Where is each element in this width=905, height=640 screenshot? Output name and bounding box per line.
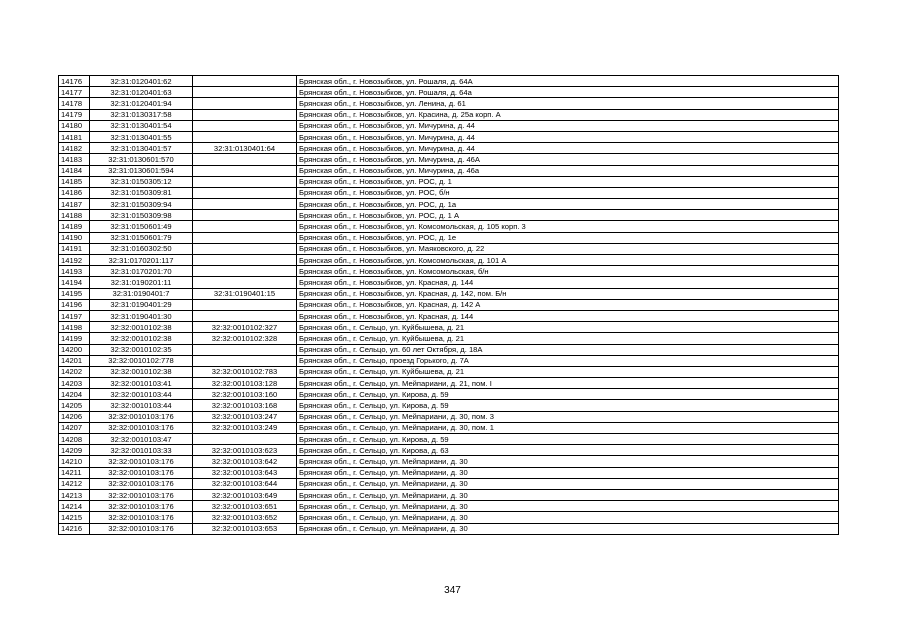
related-cadastral-number-cell xyxy=(193,87,297,98)
related-cadastral-number-cell: 32:32:0010103:653 xyxy=(193,523,297,534)
address-cell: Брянская обл., г. Сельцо, ул. Куйбышева, д. 21 xyxy=(297,322,839,333)
address-cell: Брянская обл., г. Сельцо, ул. Мейпариани, д. 30 xyxy=(297,489,839,500)
cadastral-number-cell: 32:31:0130601:594 xyxy=(90,165,193,176)
cadastral-number-cell: 32:32:0010102:35 xyxy=(90,344,193,355)
table-row xyxy=(59,131,839,142)
cadastral-number-cell: 32:32:0010103:33 xyxy=(90,445,193,456)
table-row xyxy=(59,400,839,411)
address-cell: Брянская обл., г. Новозыбков, ул. Красная, д. 144 xyxy=(297,310,839,321)
cadastral-number-cell: 32:31:0170201:70 xyxy=(90,266,193,277)
row-number-cell: 14211 xyxy=(59,467,90,478)
related-cadastral-number-cell: 32:32:0010103:128 xyxy=(193,378,297,389)
table-row xyxy=(59,98,839,109)
row-number-cell: 14216 xyxy=(59,523,90,534)
address-cell: Брянская обл., г. Сельцо, ул. Мейпариани, д. 30, пом. 3 xyxy=(297,411,839,422)
address-cell: Брянская обл., г. Новозыбков, ул. РОС, д. 1 А xyxy=(297,210,839,221)
address-cell: Брянская обл., г. Сельцо, ул. Мейпариани, д. 30 xyxy=(297,467,839,478)
related-cadastral-number-cell: 32:32:0010103:643 xyxy=(193,467,297,478)
cadastral-number-cell: 32:31:0150601:79 xyxy=(90,232,193,243)
address-cell: Брянская обл., г. Новозыбков, ул. Рошаля, д. 64А xyxy=(297,76,839,87)
address-cell: Брянская обл., г. Новозыбков, ул. Ленина, д. 61 xyxy=(297,98,839,109)
cadastral-number-cell: 32:31:0150305:12 xyxy=(90,176,193,187)
cadastral-number-cell: 32:31:0130401:54 xyxy=(90,120,193,131)
related-cadastral-number-cell: 32:31:0190401:15 xyxy=(193,288,297,299)
table-row xyxy=(59,288,839,299)
address-cell: Брянская обл., г. Новозыбков, ул. Комсомольская, б/н xyxy=(297,266,839,277)
related-cadastral-number-cell xyxy=(193,310,297,321)
cadastral-number-cell: 32:31:0150309:94 xyxy=(90,199,193,210)
address-cell: Брянская обл., г. Сельцо, ул. Кирова, д. 59 xyxy=(297,400,839,411)
table-row xyxy=(59,456,839,467)
row-number-cell: 14208 xyxy=(59,434,90,445)
cadastral-number-cell: 32:31:0190401:29 xyxy=(90,299,193,310)
row-number-cell: 14199 xyxy=(59,333,90,344)
row-number-cell: 14182 xyxy=(59,143,90,154)
table-row xyxy=(59,322,839,333)
table-row xyxy=(59,143,839,154)
table-row xyxy=(59,445,839,456)
related-cadastral-number-cell: 32:32:0010103:644 xyxy=(193,478,297,489)
cadastral-number-cell: 32:31:0120401:94 xyxy=(90,98,193,109)
row-number-cell: 14186 xyxy=(59,187,90,198)
related-cadastral-number-cell xyxy=(193,232,297,243)
table-row xyxy=(59,154,839,165)
table-row xyxy=(59,277,839,288)
related-cadastral-number-cell: 32:32:0010103:168 xyxy=(193,400,297,411)
related-cadastral-number-cell xyxy=(193,266,297,277)
row-number-cell: 14188 xyxy=(59,210,90,221)
table-row xyxy=(59,176,839,187)
related-cadastral-number-cell xyxy=(193,210,297,221)
registry-table-body xyxy=(59,76,839,535)
row-number-cell: 14192 xyxy=(59,255,90,266)
row-number-cell: 14209 xyxy=(59,445,90,456)
cadastral-number-cell: 32:31:0170201:117 xyxy=(90,255,193,266)
address-cell: Брянская обл., г. Новозыбков, ул. Комсомольская, д. 101 А xyxy=(297,255,839,266)
address-cell: Брянская обл., г. Сельцо, ул. Куйбышева, д. 21 xyxy=(297,366,839,377)
row-number-cell: 14196 xyxy=(59,299,90,310)
table-row xyxy=(59,434,839,445)
cadastral-number-cell: 32:31:0120401:63 xyxy=(90,87,193,98)
table-row xyxy=(59,232,839,243)
related-cadastral-number-cell: 32:32:0010103:623 xyxy=(193,445,297,456)
table-row xyxy=(59,333,839,344)
cadastral-number-cell: 32:32:0010103:176 xyxy=(90,523,193,534)
table-row xyxy=(59,478,839,489)
related-cadastral-number-cell xyxy=(193,98,297,109)
cadastral-number-cell: 32:31:0130601:570 xyxy=(90,154,193,165)
row-number-cell: 14176 xyxy=(59,76,90,87)
address-cell: Брянская обл., г. Сельцо, ул. Мейпариани, д. 30 xyxy=(297,512,839,523)
row-number-cell: 14190 xyxy=(59,232,90,243)
row-number-cell: 14214 xyxy=(59,501,90,512)
related-cadastral-number-cell xyxy=(193,120,297,131)
registry-table xyxy=(58,75,839,535)
cadastral-number-cell: 32:32:0010103:176 xyxy=(90,422,193,433)
address-cell: Брянская обл., г. Сельцо, ул. Мейпариани, д. 21, пом. I xyxy=(297,378,839,389)
table-row xyxy=(59,512,839,523)
row-number-cell: 14201 xyxy=(59,355,90,366)
table-row xyxy=(59,266,839,277)
table-row xyxy=(59,210,839,221)
row-number-cell: 14179 xyxy=(59,109,90,120)
row-number-cell: 14195 xyxy=(59,288,90,299)
related-cadastral-number-cell: 32:32:0010103:642 xyxy=(193,456,297,467)
table-row xyxy=(59,501,839,512)
related-cadastral-number-cell xyxy=(193,355,297,366)
row-number-cell: 14215 xyxy=(59,512,90,523)
address-cell: Брянская обл., г. Сельцо, ул. Мейпариани, д. 30 xyxy=(297,456,839,467)
cadastral-number-cell: 32:31:0150309:98 xyxy=(90,210,193,221)
row-number-cell: 14185 xyxy=(59,176,90,187)
table-row xyxy=(59,378,839,389)
related-cadastral-number-cell xyxy=(193,131,297,142)
related-cadastral-number-cell xyxy=(193,243,297,254)
cadastral-number-cell: 32:32:0010103:176 xyxy=(90,411,193,422)
address-cell: Брянская обл., г. Новозыбков, ул. Мичурина, д. 46А xyxy=(297,154,839,165)
table-row xyxy=(59,243,839,254)
address-cell: Брянская обл., г. Новозыбков, ул. Рошаля, д. 64а xyxy=(297,87,839,98)
row-number-cell: 14207 xyxy=(59,422,90,433)
table-row xyxy=(59,165,839,176)
address-cell: Брянская обл., г. Сельцо, ул. 60 лет Октября, д. 18А xyxy=(297,344,839,355)
row-number-cell: 14191 xyxy=(59,243,90,254)
cadastral-number-cell: 32:31:0190401:30 xyxy=(90,310,193,321)
related-cadastral-number-cell: 32:32:0010102:327 xyxy=(193,322,297,333)
cadastral-number-cell: 32:32:0010102:38 xyxy=(90,322,193,333)
cadastral-number-cell: 32:32:0010103:176 xyxy=(90,512,193,523)
row-number-cell: 14206 xyxy=(59,411,90,422)
related-cadastral-number-cell: 32:32:0010102:783 xyxy=(193,366,297,377)
row-number-cell: 14187 xyxy=(59,199,90,210)
cadastral-number-cell: 32:31:0130401:55 xyxy=(90,131,193,142)
row-number-cell: 14203 xyxy=(59,378,90,389)
table-row xyxy=(59,489,839,500)
row-number-cell: 14198 xyxy=(59,322,90,333)
related-cadastral-number-cell xyxy=(193,154,297,165)
table-row xyxy=(59,310,839,321)
address-cell: Брянская обл., г. Новозыбков, ул. Комсомольская, д. 105 корп. 3 xyxy=(297,221,839,232)
cadastral-number-cell: 32:32:0010102:38 xyxy=(90,333,193,344)
address-cell: Брянская обл., г. Новозыбков, ул. Красная, д. 144 xyxy=(297,277,839,288)
cadastral-number-cell: 32:31:0150601:49 xyxy=(90,221,193,232)
row-number-cell: 14177 xyxy=(59,87,90,98)
address-cell: Брянская обл., г. Новозыбков, ул. Красина, д. 25а корп. А xyxy=(297,109,839,120)
table-row xyxy=(59,422,839,433)
related-cadastral-number-cell xyxy=(193,434,297,445)
address-cell: Брянская обл., г. Сельцо, проезд Горького, д. 7А xyxy=(297,355,839,366)
cadastral-number-cell: 32:32:0010103:176 xyxy=(90,489,193,500)
row-number-cell: 14213 xyxy=(59,489,90,500)
table-row xyxy=(59,221,839,232)
table-row xyxy=(59,187,839,198)
row-number-cell: 14178 xyxy=(59,98,90,109)
address-cell: Брянская обл., г. Сельцо, ул. Куйбышева, д. 21 xyxy=(297,333,839,344)
cadastral-number-cell: 32:32:0010103:41 xyxy=(90,378,193,389)
related-cadastral-number-cell xyxy=(193,109,297,120)
address-cell: Брянская обл., г. Новозыбков, ул. РОС, д. 1е xyxy=(297,232,839,243)
related-cadastral-number-cell xyxy=(193,76,297,87)
row-number-cell: 14180 xyxy=(59,120,90,131)
related-cadastral-number-cell xyxy=(193,299,297,310)
table-row xyxy=(59,366,839,377)
related-cadastral-number-cell xyxy=(193,187,297,198)
address-cell: Брянская обл., г. Новозыбков, ул. Мичурина, д. 44 xyxy=(297,131,839,142)
table-row xyxy=(59,76,839,87)
address-cell: Брянская обл., г. Сельцо, ул. Мейпариани, д. 30 xyxy=(297,501,839,512)
address-cell: Брянская обл., г. Новозыбков, ул. Мичурина, д. 46а xyxy=(297,165,839,176)
related-cadastral-number-cell xyxy=(193,221,297,232)
address-cell: Брянская обл., г. Сельцо, ул. Кирова, д. 59 xyxy=(297,434,839,445)
table-row xyxy=(59,523,839,534)
related-cadastral-number-cell: 32:32:0010103:652 xyxy=(193,512,297,523)
table-row xyxy=(59,344,839,355)
related-cadastral-number-cell: 32:32:0010103:160 xyxy=(193,389,297,400)
row-number-cell: 14197 xyxy=(59,310,90,321)
related-cadastral-number-cell: 32:31:0130401:64 xyxy=(193,143,297,154)
table-row xyxy=(59,120,839,131)
cadastral-number-cell: 32:31:0130401:57 xyxy=(90,143,193,154)
cadastral-number-cell: 32:31:0190201:11 xyxy=(90,277,193,288)
related-cadastral-number-cell xyxy=(193,277,297,288)
page-number: 347 xyxy=(444,585,461,596)
address-cell: Брянская обл., г. Новозыбков, ул. Мичурина, д. 44 xyxy=(297,143,839,154)
table-row xyxy=(59,411,839,422)
row-number-cell: 14202 xyxy=(59,366,90,377)
row-number-cell: 14200 xyxy=(59,344,90,355)
cadastral-number-cell: 32:31:0150309:81 xyxy=(90,187,193,198)
cadastral-number-cell: 32:31:0160302:50 xyxy=(90,243,193,254)
related-cadastral-number-cell xyxy=(193,344,297,355)
cadastral-number-cell: 32:32:0010103:176 xyxy=(90,501,193,512)
row-number-cell: 14193 xyxy=(59,266,90,277)
cadastral-number-cell: 32:31:0120401:62 xyxy=(90,76,193,87)
address-cell: Брянская обл., г. Сельцо, ул. Мейпариани, д. 30 xyxy=(297,478,839,489)
table-row xyxy=(59,467,839,478)
row-number-cell: 14210 xyxy=(59,456,90,467)
row-number-cell: 14194 xyxy=(59,277,90,288)
row-number-cell: 14183 xyxy=(59,154,90,165)
cadastral-number-cell: 32:32:0010103:44 xyxy=(90,389,193,400)
address-cell: Брянская обл., г. Новозыбков, ул. Маяковского, д. 22 xyxy=(297,243,839,254)
address-cell: Брянская обл., г. Новозыбков, ул. Красная, д. 142 А xyxy=(297,299,839,310)
row-number-cell: 14189 xyxy=(59,221,90,232)
related-cadastral-number-cell: 32:32:0010103:649 xyxy=(193,489,297,500)
cadastral-number-cell: 32:32:0010103:176 xyxy=(90,478,193,489)
related-cadastral-number-cell xyxy=(193,199,297,210)
related-cadastral-number-cell: 32:32:0010102:328 xyxy=(193,333,297,344)
cadastral-number-cell: 32:32:0010102:38 xyxy=(90,366,193,377)
address-cell: Брянская обл., г. Сельцо, ул. Мейпариани, д. 30 xyxy=(297,523,839,534)
cadastral-number-cell: 32:32:0010103:47 xyxy=(90,434,193,445)
table-row xyxy=(59,299,839,310)
address-cell: Брянская обл., г. Сельцо, ул. Мейпариани, д. 30, пом. 1 xyxy=(297,422,839,433)
related-cadastral-number-cell: 32:32:0010103:249 xyxy=(193,422,297,433)
row-number-cell: 14212 xyxy=(59,478,90,489)
address-cell: Брянская обл., г. Новозыбков, ул. Мичурина, д. 44 xyxy=(297,120,839,131)
table-row xyxy=(59,109,839,120)
table-row xyxy=(59,355,839,366)
row-number-cell: 14181 xyxy=(59,131,90,142)
cadastral-number-cell: 32:32:0010102:778 xyxy=(90,355,193,366)
cadastral-number-cell: 32:31:0190401:7 xyxy=(90,288,193,299)
related-cadastral-number-cell xyxy=(193,165,297,176)
address-cell: Брянская обл., г. Сельцо, ул. Кирова, д. 59 xyxy=(297,389,839,400)
table-row xyxy=(59,389,839,400)
table-row xyxy=(59,87,839,98)
related-cadastral-number-cell xyxy=(193,176,297,187)
address-cell: Брянская обл., г. Новозыбков, ул. Красная, д. 142, пом. Б/н xyxy=(297,288,839,299)
cadastral-number-cell: 32:31:0130317:58 xyxy=(90,109,193,120)
related-cadastral-number-cell xyxy=(193,255,297,266)
address-cell: Брянская обл., г. Новозыбков, ул. РОС, д. 1 xyxy=(297,176,839,187)
table-row xyxy=(59,255,839,266)
cadastral-number-cell: 32:32:0010103:44 xyxy=(90,400,193,411)
address-cell: Брянская обл., г. Новозыбков, ул. РОС, б/н xyxy=(297,187,839,198)
row-number-cell: 14205 xyxy=(59,400,90,411)
row-number-cell: 14184 xyxy=(59,165,90,176)
related-cadastral-number-cell: 32:32:0010103:247 xyxy=(193,411,297,422)
address-cell: Брянская обл., г. Сельцо, ул. Кирова, д. 63 xyxy=(297,445,839,456)
address-cell: Брянская обл., г. Новозыбков, ул. РОС, д. 1а xyxy=(297,199,839,210)
table-row xyxy=(59,199,839,210)
related-cadastral-number-cell: 32:32:0010103:651 xyxy=(193,501,297,512)
cadastral-number-cell: 32:32:0010103:176 xyxy=(90,467,193,478)
cadastral-number-cell: 32:32:0010103:176 xyxy=(90,456,193,467)
row-number-cell: 14204 xyxy=(59,389,90,400)
